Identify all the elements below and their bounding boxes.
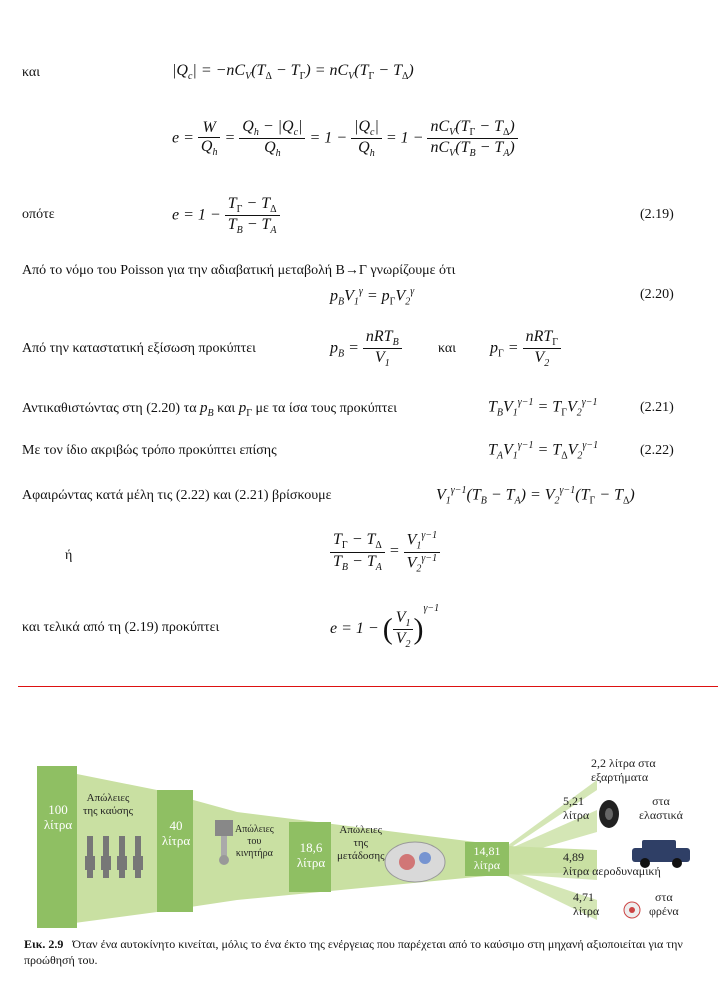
text-me-ta-isa: με τα ίσα τους προκύπτει bbox=[255, 401, 397, 416]
equation-219: e = 1 − $\frac{T_\Gamma - T_\Delta}{T_B - T_A}$ bbox=[172, 195, 280, 236]
label-exartimata: 2,2 λίτρα στα εξαρτήματα bbox=[591, 756, 656, 784]
figure-caption bbox=[24, 936, 704, 968]
equation-number-221: (2.21) bbox=[640, 400, 674, 415]
separator-line bbox=[18, 686, 718, 687]
equation-final: e = 1 − ( $\frac{V_1}{V_2}$ )$^{\gamma-1}$ bbox=[330, 603, 440, 651]
text-katastatiki: Από την καταστατική εξίσωση προκύπτει bbox=[22, 341, 256, 356]
label-14-81-litra: 14,81 λίτρα bbox=[473, 844, 501, 872]
equation-pB: $p_B$ = $\frac{nRT_B}{V_1}$ bbox=[330, 328, 402, 369]
label-5-21-litra: 5,21 λίτρα bbox=[563, 794, 590, 822]
equation-ratio: $\frac{T_\Gamma - T_\Delta}{T_B - T_A}$ = $\frac{V_1^{\gamma-1}}{V_2^{\gamma-1}}$ bbox=[330, 530, 440, 574]
equation-qc: $|Q_c| = -nC_V(T_\Delta - T_\Gamma) = nC_V(T_\Gamma - T_\Delta)$ bbox=[172, 62, 414, 83]
figure-energy-flow bbox=[37, 750, 695, 930]
brake-icon bbox=[624, 902, 640, 918]
label-apoleies-kinitira: Απώλειες του κινητήρα bbox=[235, 824, 274, 859]
equation-subtract: $V_1^{\gamma-1}(T_B - T_A) = V_2^{\gamma-1}(T_\Gamma - T_\Delta)$ bbox=[436, 485, 635, 507]
caption-label: Εικ. 2.9 bbox=[24, 937, 64, 951]
label-40-litra: 40 λίτρα bbox=[161, 818, 191, 848]
caption-text: Όταν ένα αυτοκίνητο κινείται, μόλις το ένα έκτο της ενέργειας που παρέχεται από το καύσιμο στη μηχανή αξιοποιείται για την προώθησή του. bbox=[24, 937, 683, 967]
symbol-pG: $p_\Gamma$ bbox=[238, 400, 252, 419]
equation-221: $T_BV_1^{\gamma-1} = T_\Gamma V_2^{\gamma-1}$ bbox=[488, 397, 598, 419]
equation-number-220: (2.20) bbox=[640, 287, 674, 302]
equation-220: $p_BV_1^\gamma = p_\Gamma V_2^\gamma$ bbox=[330, 286, 415, 308]
label-sta-elastika: στα ελαστικά bbox=[639, 794, 683, 822]
label-100-litra: 100 λίτρα bbox=[43, 802, 73, 832]
equation-number-219: (2.19) bbox=[640, 207, 674, 222]
transmission-icon bbox=[385, 842, 445, 882]
text-kai-2: και bbox=[438, 341, 457, 356]
label-sta-frena: στα φρένα bbox=[649, 890, 679, 918]
text-telika: και τελικά από τη (2.19) προκύπτει bbox=[22, 620, 220, 635]
text-kai-1: και bbox=[22, 65, 41, 80]
text-opote: οπότε bbox=[22, 207, 55, 222]
text-antikath bbox=[22, 400, 397, 419]
text-kai-3: και bbox=[217, 401, 236, 416]
equation-efficiency: e = $\frac{W}{Q_h}$ = $\frac{Q_h - |Q_c|}{Q_h}$ = 1 − $\frac{|Q_c|}{Q_h}$ = 1 − $\frac{nC_V(T_\Gamma - T_\Delta)}{nC_V(T_B - T_A)}$ bbox=[172, 118, 518, 159]
label-18-6-litra: 18,6 λίτρα bbox=[296, 840, 326, 870]
text-antikath-start: Αντικαθιστώντας στη (2.20) τα bbox=[22, 401, 197, 416]
label-apoleies-metadosis: Απώλειες της μετάδοσης bbox=[337, 824, 385, 862]
label-apoleies-kausis: Απώλειες της καύσης bbox=[83, 792, 133, 817]
label-4-89-aerodynamiki: 4,89 λίτρα αεροδυναμική bbox=[563, 850, 661, 878]
text-afairontas: Αφαιρώντας κατά μέλη τις (2.22) και (2.21) βρίσκουμε bbox=[22, 488, 332, 503]
equation-number-222: (2.22) bbox=[640, 443, 674, 458]
text-idios: Με τον ίδιο ακριβώς τρόπο προκύπτει επίσης bbox=[22, 443, 277, 458]
text-i: ή bbox=[65, 548, 73, 563]
label-4-71-litra: 4,71 λίτρα bbox=[573, 890, 600, 918]
equation-222: $T_AV_1^{\gamma-1} = T_\Delta V_2^{\gamma-1}$ bbox=[488, 440, 599, 462]
equation-pG: $p_\Gamma$ = $\frac{nRT_\Gamma}{V_2}$ bbox=[490, 328, 561, 369]
symbol-pB: $p_B$ bbox=[200, 400, 214, 419]
tire-icon bbox=[599, 800, 619, 828]
text-poisson: Από το νόμο του Poisson για την αδιαβατική μεταβολή Β→Γ γνωρίζουμε ότι bbox=[22, 263, 456, 278]
